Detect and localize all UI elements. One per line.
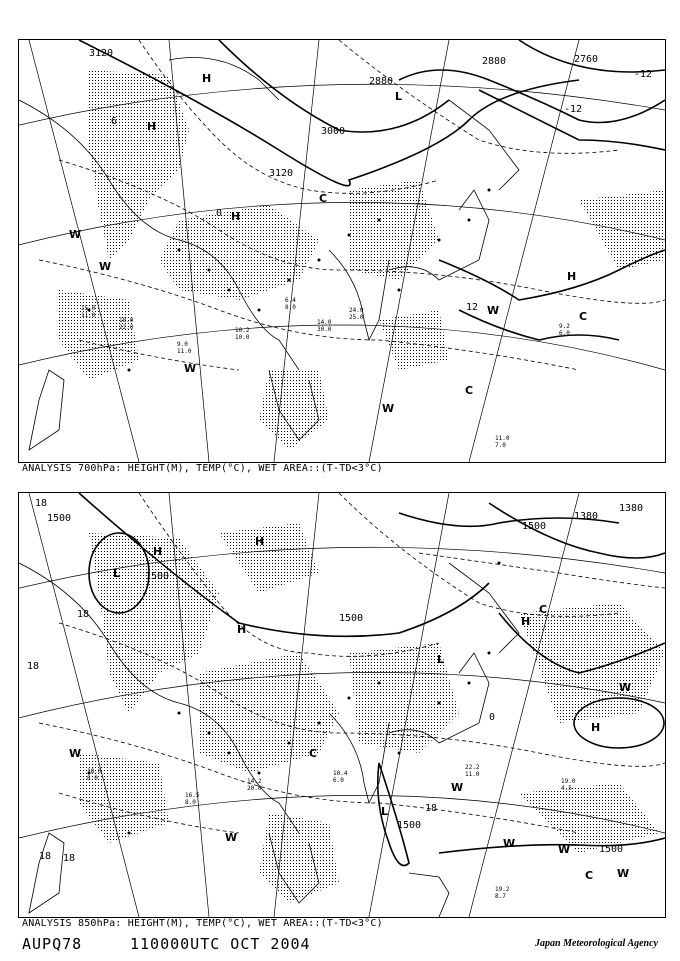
valid-time: 110000UTC OCT 2004 <box>130 935 311 953</box>
height-label: 1500 <box>145 571 170 582</box>
map-panel-700hpa <box>18 39 666 463</box>
height-label: 3000 <box>321 126 346 137</box>
station-plot <box>119 317 134 331</box>
temp-label: 12 <box>466 302 479 313</box>
chart-id: AUPQ78 <box>22 935 83 953</box>
system-warm: W <box>225 831 238 844</box>
svg-text:10.2: 10.2 <box>235 327 250 334</box>
svg-text:19.2: 19.2 <box>495 886 510 893</box>
station-plot <box>333 770 348 784</box>
system-high: H <box>237 623 247 636</box>
svg-text:24.0: 24.0 <box>349 307 364 314</box>
temp-label: -12 <box>564 104 583 115</box>
caption-850hpa: ANALYSIS 850hPa: HEIGHT(M), TEMP(°C), WET AREA::(T-TD<3°C) <box>22 918 383 929</box>
temp-label: 0 <box>489 712 496 723</box>
svg-text:9.0: 9.0 <box>177 341 188 348</box>
station-plot <box>247 778 262 792</box>
system-low: L <box>113 567 121 580</box>
svg-text:6.4: 6.4 <box>285 297 296 304</box>
temp-label: 18 <box>425 803 438 814</box>
system-warm: W <box>382 402 395 415</box>
height-label: 2760 <box>574 54 599 65</box>
height-label: 2880 <box>369 76 394 87</box>
system-warm: W <box>487 304 500 317</box>
temp-label: 18 <box>35 498 48 509</box>
svg-text:6.0: 6.0 <box>333 777 344 784</box>
svg-text:18.0: 18.0 <box>87 768 102 775</box>
temp-label: 18 <box>77 609 90 620</box>
system-warm: W <box>451 781 464 794</box>
svg-text:16.5: 16.5 <box>185 792 200 799</box>
temp-label: 18 <box>39 851 52 862</box>
height-label: 3120 <box>89 48 114 59</box>
caption-700hpa: ANALYSIS 700hPa: HEIGHT(M), TEMP(°C), WET AREA::(T-TD<3°C) <box>22 463 383 474</box>
station-plot <box>317 319 332 333</box>
temp-label: 0 <box>216 208 223 219</box>
height-label: 1500 <box>397 820 422 831</box>
svg-text:22.0: 22.0 <box>119 324 134 331</box>
station-plot <box>559 323 570 337</box>
system-high: H <box>591 721 601 734</box>
svg-text:10.0: 10.0 <box>235 334 250 341</box>
temp-label: -12 <box>634 69 653 80</box>
svg-text:14.0: 14.0 <box>317 319 332 326</box>
svg-text:11.0: 11.0 <box>81 312 96 319</box>
svg-text:15.0: 15.0 <box>81 305 96 312</box>
system-warm: W <box>99 260 112 273</box>
system-high: H <box>153 545 163 558</box>
temp-label: 6 <box>111 116 118 127</box>
system-warm: W <box>617 867 630 880</box>
system-warm: W <box>69 228 82 241</box>
system-cold: C <box>579 310 588 323</box>
station-plot <box>349 307 364 321</box>
system-cold: C <box>539 603 548 616</box>
system-high: H <box>567 270 577 283</box>
svg-text:6.0: 6.0 <box>559 330 570 337</box>
system-warm: W <box>619 681 632 694</box>
system-cold: C <box>585 869 594 882</box>
height-label: 1500 <box>522 521 547 532</box>
system-warm: W <box>558 843 571 856</box>
system-warm: W <box>69 747 82 760</box>
height-label: 1380 <box>619 503 644 514</box>
height-label: 2880 <box>482 56 507 67</box>
map-850hpa <box>19 493 665 917</box>
system-high: H <box>231 210 241 223</box>
system-low: L <box>381 805 389 818</box>
station-plot <box>495 886 510 900</box>
svg-text:8.0: 8.0 <box>285 304 296 311</box>
station-plot <box>465 764 480 778</box>
system-high: H <box>202 72 212 85</box>
agency-name: Japan Meteorological Agency <box>535 938 658 949</box>
svg-text:8.0: 8.0 <box>87 775 98 782</box>
map-700hpa <box>19 40 665 462</box>
svg-text:25.0: 25.0 <box>349 314 364 321</box>
svg-text:19.0: 19.0 <box>561 778 576 785</box>
svg-text:9.2: 9.2 <box>559 323 570 330</box>
height-label: 1500 <box>599 844 624 855</box>
station-plot <box>235 327 250 341</box>
svg-text:7.0: 7.0 <box>495 442 506 449</box>
system-high: H <box>147 120 157 133</box>
height-label: 1380 <box>574 511 599 522</box>
svg-text:8.0: 8.0 <box>185 799 196 806</box>
station-plot <box>285 297 296 311</box>
svg-text:11.0: 11.0 <box>495 435 510 442</box>
system-cold: C <box>319 192 328 205</box>
system-low: L <box>437 653 445 666</box>
svg-text:14.2: 14.2 <box>247 778 262 785</box>
svg-text:30.0: 30.0 <box>317 326 332 333</box>
system-warm: W <box>184 362 197 375</box>
station-plot <box>177 341 192 355</box>
svg-text:11.0: 11.0 <box>465 771 480 778</box>
system-warm: W <box>503 837 516 850</box>
svg-text:11.0: 11.0 <box>177 348 192 355</box>
map-panel-850hpa <box>18 492 666 918</box>
system-cold: C <box>309 747 318 760</box>
system-cold: C <box>465 384 474 397</box>
height-label: 3120 <box>269 168 294 179</box>
svg-text:18.0: 18.0 <box>119 317 134 324</box>
temp-label: 18 <box>27 661 40 672</box>
temp-label: 18 <box>63 853 76 864</box>
system-high: H <box>255 535 265 548</box>
height-label: 1500 <box>47 513 72 524</box>
station-plot <box>81 305 96 319</box>
svg-text:8.7: 8.7 <box>495 893 506 900</box>
svg-text:4.5: 4.5 <box>561 785 572 792</box>
svg-text:20.0: 20.0 <box>247 785 262 792</box>
height-label: 1500 <box>339 613 364 624</box>
station-plot <box>495 435 510 449</box>
svg-text:22.2: 22.2 <box>465 764 480 771</box>
system-high: H <box>521 615 531 628</box>
svg-text:10.4: 10.4 <box>333 770 348 777</box>
system-low: L <box>395 90 403 103</box>
